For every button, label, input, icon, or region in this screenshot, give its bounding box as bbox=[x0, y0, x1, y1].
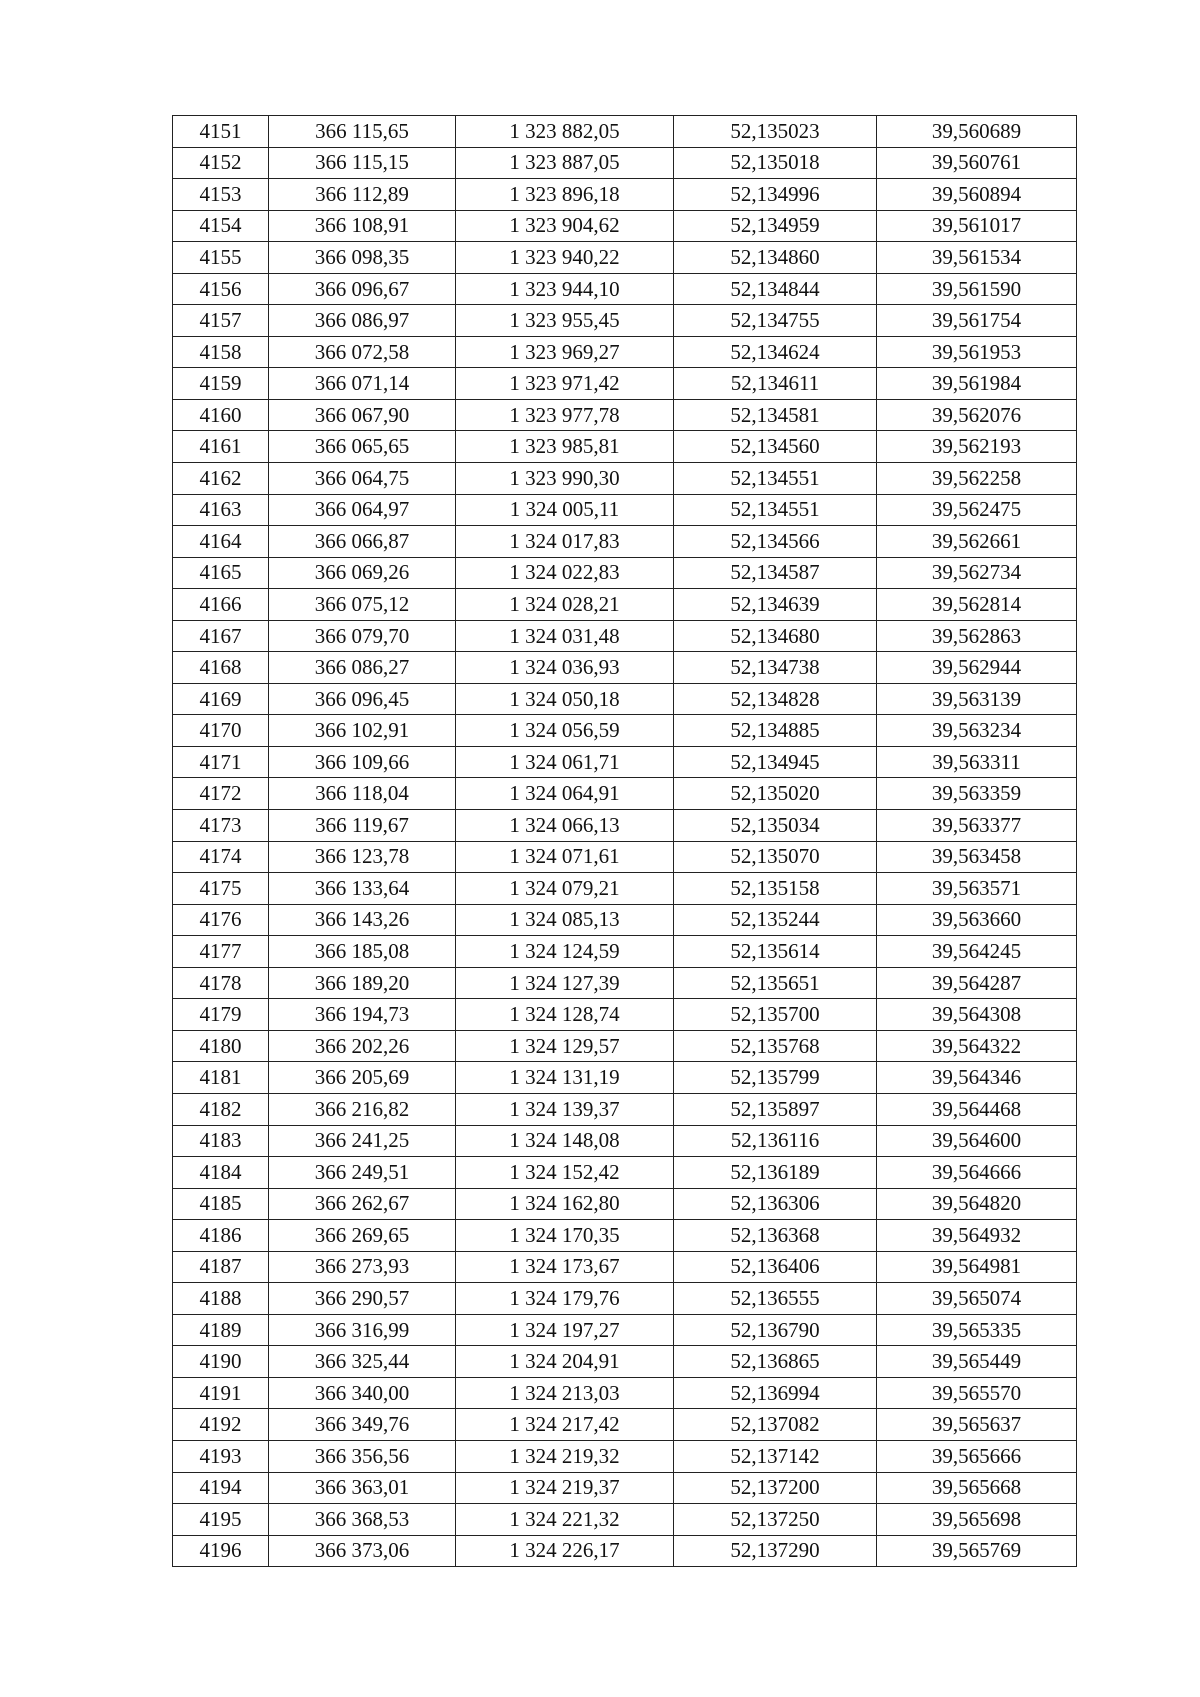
longitude-cell: 39,565769 bbox=[877, 1535, 1077, 1567]
point-number-cell: 4184 bbox=[173, 1157, 269, 1189]
latitude-cell: 52,134587 bbox=[674, 557, 877, 589]
table-row bbox=[173, 305, 1077, 337]
table-row bbox=[173, 1251, 1077, 1283]
y-coordinate-cell: 1 323 904,62 bbox=[456, 210, 674, 242]
latitude-cell: 52,136116 bbox=[674, 1125, 877, 1157]
longitude-cell: 39,560761 bbox=[877, 147, 1077, 179]
longitude-cell: 39,561534 bbox=[877, 242, 1077, 274]
x-coordinate-cell: 366 340,00 bbox=[269, 1377, 456, 1409]
y-coordinate-cell: 1 324 226,17 bbox=[456, 1535, 674, 1567]
point-number-cell: 4170 bbox=[173, 715, 269, 747]
y-coordinate-cell: 1 324 028,21 bbox=[456, 589, 674, 621]
longitude-cell: 39,562944 bbox=[877, 652, 1077, 684]
longitude-cell: 39,564308 bbox=[877, 999, 1077, 1031]
y-coordinate-cell: 1 324 152,42 bbox=[456, 1157, 674, 1189]
x-coordinate-cell: 366 316,99 bbox=[269, 1314, 456, 1346]
table-row bbox=[173, 1409, 1077, 1441]
latitude-cell: 52,135020 bbox=[674, 778, 877, 810]
table-row bbox=[173, 1440, 1077, 1472]
longitude-cell: 39,563234 bbox=[877, 715, 1077, 747]
table-row bbox=[173, 557, 1077, 589]
table-row bbox=[173, 873, 1077, 905]
longitude-cell: 39,565335 bbox=[877, 1314, 1077, 1346]
x-coordinate-cell: 366 123,78 bbox=[269, 841, 456, 873]
y-coordinate-cell: 1 324 050,18 bbox=[456, 683, 674, 715]
point-number-cell: 4161 bbox=[173, 431, 269, 463]
longitude-cell: 39,562076 bbox=[877, 399, 1077, 431]
x-coordinate-cell: 366 112,89 bbox=[269, 179, 456, 211]
y-coordinate-cell: 1 324 221,32 bbox=[456, 1504, 674, 1536]
y-coordinate-cell: 1 324 139,37 bbox=[456, 1093, 674, 1125]
x-coordinate-cell: 366 290,57 bbox=[269, 1283, 456, 1315]
x-coordinate-cell: 366 143,26 bbox=[269, 904, 456, 936]
y-coordinate-cell: 1 323 940,22 bbox=[456, 242, 674, 274]
y-coordinate-cell: 1 323 887,05 bbox=[456, 147, 674, 179]
point-number-cell: 4185 bbox=[173, 1188, 269, 1220]
table-row bbox=[173, 683, 1077, 715]
x-coordinate-cell: 366 133,64 bbox=[269, 873, 456, 905]
table-row bbox=[173, 494, 1077, 526]
table-row bbox=[173, 1220, 1077, 1252]
table-row bbox=[173, 1346, 1077, 1378]
longitude-cell: 39,564287 bbox=[877, 967, 1077, 999]
point-number-cell: 4176 bbox=[173, 904, 269, 936]
point-number-cell: 4171 bbox=[173, 746, 269, 778]
longitude-cell: 39,565074 bbox=[877, 1283, 1077, 1315]
point-number-cell: 4155 bbox=[173, 242, 269, 274]
x-coordinate-cell: 366 356,56 bbox=[269, 1440, 456, 1472]
latitude-cell: 52,134639 bbox=[674, 589, 877, 621]
y-coordinate-cell: 1 324 061,71 bbox=[456, 746, 674, 778]
point-number-cell: 4157 bbox=[173, 305, 269, 337]
y-coordinate-cell: 1 324 148,08 bbox=[456, 1125, 674, 1157]
longitude-cell: 39,564468 bbox=[877, 1093, 1077, 1125]
x-coordinate-cell: 366 189,20 bbox=[269, 967, 456, 999]
point-number-cell: 4187 bbox=[173, 1251, 269, 1283]
latitude-cell: 52,135768 bbox=[674, 1030, 877, 1062]
point-number-cell: 4180 bbox=[173, 1030, 269, 1062]
table-row bbox=[173, 620, 1077, 652]
y-coordinate-cell: 1 324 064,91 bbox=[456, 778, 674, 810]
coordinates-table bbox=[172, 115, 1077, 1567]
latitude-cell: 52,137250 bbox=[674, 1504, 877, 1536]
point-number-cell: 4159 bbox=[173, 368, 269, 400]
point-number-cell: 4154 bbox=[173, 210, 269, 242]
point-number-cell: 4153 bbox=[173, 179, 269, 211]
point-number-cell: 4196 bbox=[173, 1535, 269, 1567]
x-coordinate-cell: 366 108,91 bbox=[269, 210, 456, 242]
latitude-cell: 52,134860 bbox=[674, 242, 877, 274]
point-number-cell: 4164 bbox=[173, 526, 269, 558]
y-coordinate-cell: 1 324 127,39 bbox=[456, 967, 674, 999]
longitude-cell: 39,565698 bbox=[877, 1504, 1077, 1536]
point-number-cell: 4167 bbox=[173, 620, 269, 652]
table-row bbox=[173, 336, 1077, 368]
table-row bbox=[173, 368, 1077, 400]
x-coordinate-cell: 366 118,04 bbox=[269, 778, 456, 810]
x-coordinate-cell: 366 064,97 bbox=[269, 494, 456, 526]
latitude-cell: 52,134959 bbox=[674, 210, 877, 242]
longitude-cell: 39,565449 bbox=[877, 1346, 1077, 1378]
longitude-cell: 39,562475 bbox=[877, 494, 1077, 526]
point-number-cell: 4178 bbox=[173, 967, 269, 999]
point-number-cell: 4156 bbox=[173, 273, 269, 305]
y-coordinate-cell: 1 323 985,81 bbox=[456, 431, 674, 463]
latitude-cell: 52,135700 bbox=[674, 999, 877, 1031]
y-coordinate-cell: 1 324 204,91 bbox=[456, 1346, 674, 1378]
y-coordinate-cell: 1 324 124,59 bbox=[456, 936, 674, 968]
latitude-cell: 52,134581 bbox=[674, 399, 877, 431]
table-row bbox=[173, 1535, 1077, 1567]
latitude-cell: 52,134738 bbox=[674, 652, 877, 684]
x-coordinate-cell: 366 109,66 bbox=[269, 746, 456, 778]
point-number-cell: 4188 bbox=[173, 1283, 269, 1315]
x-coordinate-cell: 366 249,51 bbox=[269, 1157, 456, 1189]
table-row bbox=[173, 1062, 1077, 1094]
latitude-cell: 52,134828 bbox=[674, 683, 877, 715]
table-row bbox=[173, 715, 1077, 747]
y-coordinate-cell: 1 323 955,45 bbox=[456, 305, 674, 337]
point-number-cell: 4175 bbox=[173, 873, 269, 905]
latitude-cell: 52,134844 bbox=[674, 273, 877, 305]
point-number-cell: 4172 bbox=[173, 778, 269, 810]
y-coordinate-cell: 1 324 213,03 bbox=[456, 1377, 674, 1409]
longitude-cell: 39,562661 bbox=[877, 526, 1077, 558]
x-coordinate-cell: 366 241,25 bbox=[269, 1125, 456, 1157]
y-coordinate-cell: 1 324 179,76 bbox=[456, 1283, 674, 1315]
longitude-cell: 39,564346 bbox=[877, 1062, 1077, 1094]
table-row bbox=[173, 179, 1077, 211]
table-row bbox=[173, 1093, 1077, 1125]
latitude-cell: 52,136189 bbox=[674, 1157, 877, 1189]
longitude-cell: 39,562814 bbox=[877, 589, 1077, 621]
latitude-cell: 52,135158 bbox=[674, 873, 877, 905]
table-row bbox=[173, 589, 1077, 621]
table-row bbox=[173, 526, 1077, 558]
latitude-cell: 52,137290 bbox=[674, 1535, 877, 1567]
latitude-cell: 52,136994 bbox=[674, 1377, 877, 1409]
longitude-cell: 39,564981 bbox=[877, 1251, 1077, 1283]
longitude-cell: 39,564245 bbox=[877, 936, 1077, 968]
longitude-cell: 39,564666 bbox=[877, 1157, 1077, 1189]
table-row bbox=[173, 273, 1077, 305]
longitude-cell: 39,565666 bbox=[877, 1440, 1077, 1472]
latitude-cell: 52,136790 bbox=[674, 1314, 877, 1346]
x-coordinate-cell: 366 349,76 bbox=[269, 1409, 456, 1441]
latitude-cell: 52,135070 bbox=[674, 841, 877, 873]
point-number-cell: 4162 bbox=[173, 463, 269, 495]
table-row bbox=[173, 1157, 1077, 1189]
latitude-cell: 52,137200 bbox=[674, 1472, 877, 1504]
table-row bbox=[173, 463, 1077, 495]
latitude-cell: 52,134680 bbox=[674, 620, 877, 652]
point-number-cell: 4165 bbox=[173, 557, 269, 589]
point-number-cell: 4177 bbox=[173, 936, 269, 968]
x-coordinate-cell: 366 098,35 bbox=[269, 242, 456, 274]
x-coordinate-cell: 366 096,45 bbox=[269, 683, 456, 715]
point-number-cell: 4194 bbox=[173, 1472, 269, 1504]
y-coordinate-cell: 1 323 969,27 bbox=[456, 336, 674, 368]
table-row bbox=[173, 116, 1077, 148]
x-coordinate-cell: 366 194,73 bbox=[269, 999, 456, 1031]
x-coordinate-cell: 366 065,65 bbox=[269, 431, 456, 463]
table-row bbox=[173, 210, 1077, 242]
x-coordinate-cell: 366 273,93 bbox=[269, 1251, 456, 1283]
longitude-cell: 39,562193 bbox=[877, 431, 1077, 463]
longitude-cell: 39,561984 bbox=[877, 368, 1077, 400]
x-coordinate-cell: 366 205,69 bbox=[269, 1062, 456, 1094]
latitude-cell: 52,136306 bbox=[674, 1188, 877, 1220]
latitude-cell: 52,135614 bbox=[674, 936, 877, 968]
y-coordinate-cell: 1 324 066,13 bbox=[456, 810, 674, 842]
y-coordinate-cell: 1 324 056,59 bbox=[456, 715, 674, 747]
longitude-cell: 39,563458 bbox=[877, 841, 1077, 873]
coordinates-table-body bbox=[173, 116, 1077, 1567]
x-coordinate-cell: 366 216,82 bbox=[269, 1093, 456, 1125]
table-row bbox=[173, 1125, 1077, 1157]
point-number-cell: 4182 bbox=[173, 1093, 269, 1125]
y-coordinate-cell: 1 324 197,27 bbox=[456, 1314, 674, 1346]
point-number-cell: 4190 bbox=[173, 1346, 269, 1378]
longitude-cell: 39,563359 bbox=[877, 778, 1077, 810]
x-coordinate-cell: 366 086,27 bbox=[269, 652, 456, 684]
y-coordinate-cell: 1 324 129,57 bbox=[456, 1030, 674, 1062]
table-row bbox=[173, 147, 1077, 179]
latitude-cell: 52,134560 bbox=[674, 431, 877, 463]
longitude-cell: 39,563377 bbox=[877, 810, 1077, 842]
table-row bbox=[173, 1472, 1077, 1504]
point-number-cell: 4195 bbox=[173, 1504, 269, 1536]
point-number-cell: 4168 bbox=[173, 652, 269, 684]
x-coordinate-cell: 366 066,87 bbox=[269, 526, 456, 558]
y-coordinate-cell: 1 324 219,37 bbox=[456, 1472, 674, 1504]
table-row bbox=[173, 1188, 1077, 1220]
longitude-cell: 39,563660 bbox=[877, 904, 1077, 936]
longitude-cell: 39,563139 bbox=[877, 683, 1077, 715]
table-row bbox=[173, 746, 1077, 778]
longitude-cell: 39,565668 bbox=[877, 1472, 1077, 1504]
longitude-cell: 39,564600 bbox=[877, 1125, 1077, 1157]
y-coordinate-cell: 1 323 977,78 bbox=[456, 399, 674, 431]
table-row bbox=[173, 810, 1077, 842]
point-number-cell: 4189 bbox=[173, 1314, 269, 1346]
table-row bbox=[173, 841, 1077, 873]
y-coordinate-cell: 1 324 219,32 bbox=[456, 1440, 674, 1472]
table-row bbox=[173, 967, 1077, 999]
table-row bbox=[173, 431, 1077, 463]
latitude-cell: 52,136555 bbox=[674, 1283, 877, 1315]
longitude-cell: 39,561590 bbox=[877, 273, 1077, 305]
x-coordinate-cell: 366 096,67 bbox=[269, 273, 456, 305]
y-coordinate-cell: 1 324 128,74 bbox=[456, 999, 674, 1031]
point-number-cell: 4183 bbox=[173, 1125, 269, 1157]
point-number-cell: 4191 bbox=[173, 1377, 269, 1409]
longitude-cell: 39,562734 bbox=[877, 557, 1077, 589]
latitude-cell: 52,135023 bbox=[674, 116, 877, 148]
point-number-cell: 4186 bbox=[173, 1220, 269, 1252]
point-number-cell: 4179 bbox=[173, 999, 269, 1031]
x-coordinate-cell: 366 072,58 bbox=[269, 336, 456, 368]
longitude-cell: 39,565637 bbox=[877, 1409, 1077, 1441]
y-coordinate-cell: 1 324 217,42 bbox=[456, 1409, 674, 1441]
table-row bbox=[173, 778, 1077, 810]
longitude-cell: 39,561754 bbox=[877, 305, 1077, 337]
x-coordinate-cell: 366 325,44 bbox=[269, 1346, 456, 1378]
x-coordinate-cell: 366 115,65 bbox=[269, 116, 456, 148]
x-coordinate-cell: 366 069,26 bbox=[269, 557, 456, 589]
y-coordinate-cell: 1 323 896,18 bbox=[456, 179, 674, 211]
latitude-cell: 52,134624 bbox=[674, 336, 877, 368]
point-number-cell: 4174 bbox=[173, 841, 269, 873]
y-coordinate-cell: 1 323 971,42 bbox=[456, 368, 674, 400]
table-row bbox=[173, 1504, 1077, 1536]
x-coordinate-cell: 366 202,26 bbox=[269, 1030, 456, 1062]
y-coordinate-cell: 1 324 079,21 bbox=[456, 873, 674, 905]
latitude-cell: 52,134566 bbox=[674, 526, 877, 558]
point-number-cell: 4181 bbox=[173, 1062, 269, 1094]
y-coordinate-cell: 1 323 990,30 bbox=[456, 463, 674, 495]
y-coordinate-cell: 1 324 031,48 bbox=[456, 620, 674, 652]
x-coordinate-cell: 366 269,65 bbox=[269, 1220, 456, 1252]
point-number-cell: 4173 bbox=[173, 810, 269, 842]
table-row bbox=[173, 242, 1077, 274]
table-row bbox=[173, 1283, 1077, 1315]
table-row bbox=[173, 936, 1077, 968]
longitude-cell: 39,564932 bbox=[877, 1220, 1077, 1252]
x-coordinate-cell: 366 071,14 bbox=[269, 368, 456, 400]
y-coordinate-cell: 1 323 944,10 bbox=[456, 273, 674, 305]
point-number-cell: 4152 bbox=[173, 147, 269, 179]
y-coordinate-cell: 1 323 882,05 bbox=[456, 116, 674, 148]
longitude-cell: 39,563311 bbox=[877, 746, 1077, 778]
x-coordinate-cell: 366 185,08 bbox=[269, 936, 456, 968]
y-coordinate-cell: 1 324 036,93 bbox=[456, 652, 674, 684]
y-coordinate-cell: 1 324 005,11 bbox=[456, 494, 674, 526]
latitude-cell: 52,137142 bbox=[674, 1440, 877, 1472]
latitude-cell: 52,134996 bbox=[674, 179, 877, 211]
table-row bbox=[173, 399, 1077, 431]
y-coordinate-cell: 1 324 022,83 bbox=[456, 557, 674, 589]
latitude-cell: 52,135799 bbox=[674, 1062, 877, 1094]
x-coordinate-cell: 366 115,15 bbox=[269, 147, 456, 179]
x-coordinate-cell: 366 075,12 bbox=[269, 589, 456, 621]
latitude-cell: 52,136865 bbox=[674, 1346, 877, 1378]
x-coordinate-cell: 366 368,53 bbox=[269, 1504, 456, 1536]
longitude-cell: 39,560689 bbox=[877, 116, 1077, 148]
table-row bbox=[173, 904, 1077, 936]
point-number-cell: 4163 bbox=[173, 494, 269, 526]
latitude-cell: 52,134885 bbox=[674, 715, 877, 747]
y-coordinate-cell: 1 324 085,13 bbox=[456, 904, 674, 936]
latitude-cell: 52,135244 bbox=[674, 904, 877, 936]
y-coordinate-cell: 1 324 162,80 bbox=[456, 1188, 674, 1220]
x-coordinate-cell: 366 067,90 bbox=[269, 399, 456, 431]
x-coordinate-cell: 366 064,75 bbox=[269, 463, 456, 495]
point-number-cell: 4193 bbox=[173, 1440, 269, 1472]
point-number-cell: 4151 bbox=[173, 116, 269, 148]
latitude-cell: 52,134551 bbox=[674, 463, 877, 495]
x-coordinate-cell: 366 119,67 bbox=[269, 810, 456, 842]
x-coordinate-cell: 366 262,67 bbox=[269, 1188, 456, 1220]
longitude-cell: 39,564322 bbox=[877, 1030, 1077, 1062]
longitude-cell: 39,561017 bbox=[877, 210, 1077, 242]
latitude-cell: 52,134945 bbox=[674, 746, 877, 778]
latitude-cell: 52,134755 bbox=[674, 305, 877, 337]
longitude-cell: 39,560894 bbox=[877, 179, 1077, 211]
table-row bbox=[173, 652, 1077, 684]
point-number-cell: 4158 bbox=[173, 336, 269, 368]
latitude-cell: 52,136368 bbox=[674, 1220, 877, 1252]
table-row bbox=[173, 1030, 1077, 1062]
y-coordinate-cell: 1 324 017,83 bbox=[456, 526, 674, 558]
longitude-cell: 39,565570 bbox=[877, 1377, 1077, 1409]
x-coordinate-cell: 366 102,91 bbox=[269, 715, 456, 747]
latitude-cell: 52,135651 bbox=[674, 967, 877, 999]
point-number-cell: 4192 bbox=[173, 1409, 269, 1441]
longitude-cell: 39,563571 bbox=[877, 873, 1077, 905]
point-number-cell: 4160 bbox=[173, 399, 269, 431]
latitude-cell: 52,136406 bbox=[674, 1251, 877, 1283]
longitude-cell: 39,564820 bbox=[877, 1188, 1077, 1220]
y-coordinate-cell: 1 324 173,67 bbox=[456, 1251, 674, 1283]
y-coordinate-cell: 1 324 071,61 bbox=[456, 841, 674, 873]
point-number-cell: 4169 bbox=[173, 683, 269, 715]
point-number-cell: 4166 bbox=[173, 589, 269, 621]
latitude-cell: 52,134611 bbox=[674, 368, 877, 400]
latitude-cell: 52,137082 bbox=[674, 1409, 877, 1441]
latitude-cell: 52,135897 bbox=[674, 1093, 877, 1125]
y-coordinate-cell: 1 324 131,19 bbox=[456, 1062, 674, 1094]
x-coordinate-cell: 366 363,01 bbox=[269, 1472, 456, 1504]
x-coordinate-cell: 366 079,70 bbox=[269, 620, 456, 652]
latitude-cell: 52,135034 bbox=[674, 810, 877, 842]
x-coordinate-cell: 366 086,97 bbox=[269, 305, 456, 337]
table-row bbox=[173, 1377, 1077, 1409]
table-row bbox=[173, 999, 1077, 1031]
x-coordinate-cell: 366 373,06 bbox=[269, 1535, 456, 1567]
latitude-cell: 52,135018 bbox=[674, 147, 877, 179]
latitude-cell: 52,134551 bbox=[674, 494, 877, 526]
longitude-cell: 39,562258 bbox=[877, 463, 1077, 495]
longitude-cell: 39,562863 bbox=[877, 620, 1077, 652]
y-coordinate-cell: 1 324 170,35 bbox=[456, 1220, 674, 1252]
table-row bbox=[173, 1314, 1077, 1346]
longitude-cell: 39,561953 bbox=[877, 336, 1077, 368]
